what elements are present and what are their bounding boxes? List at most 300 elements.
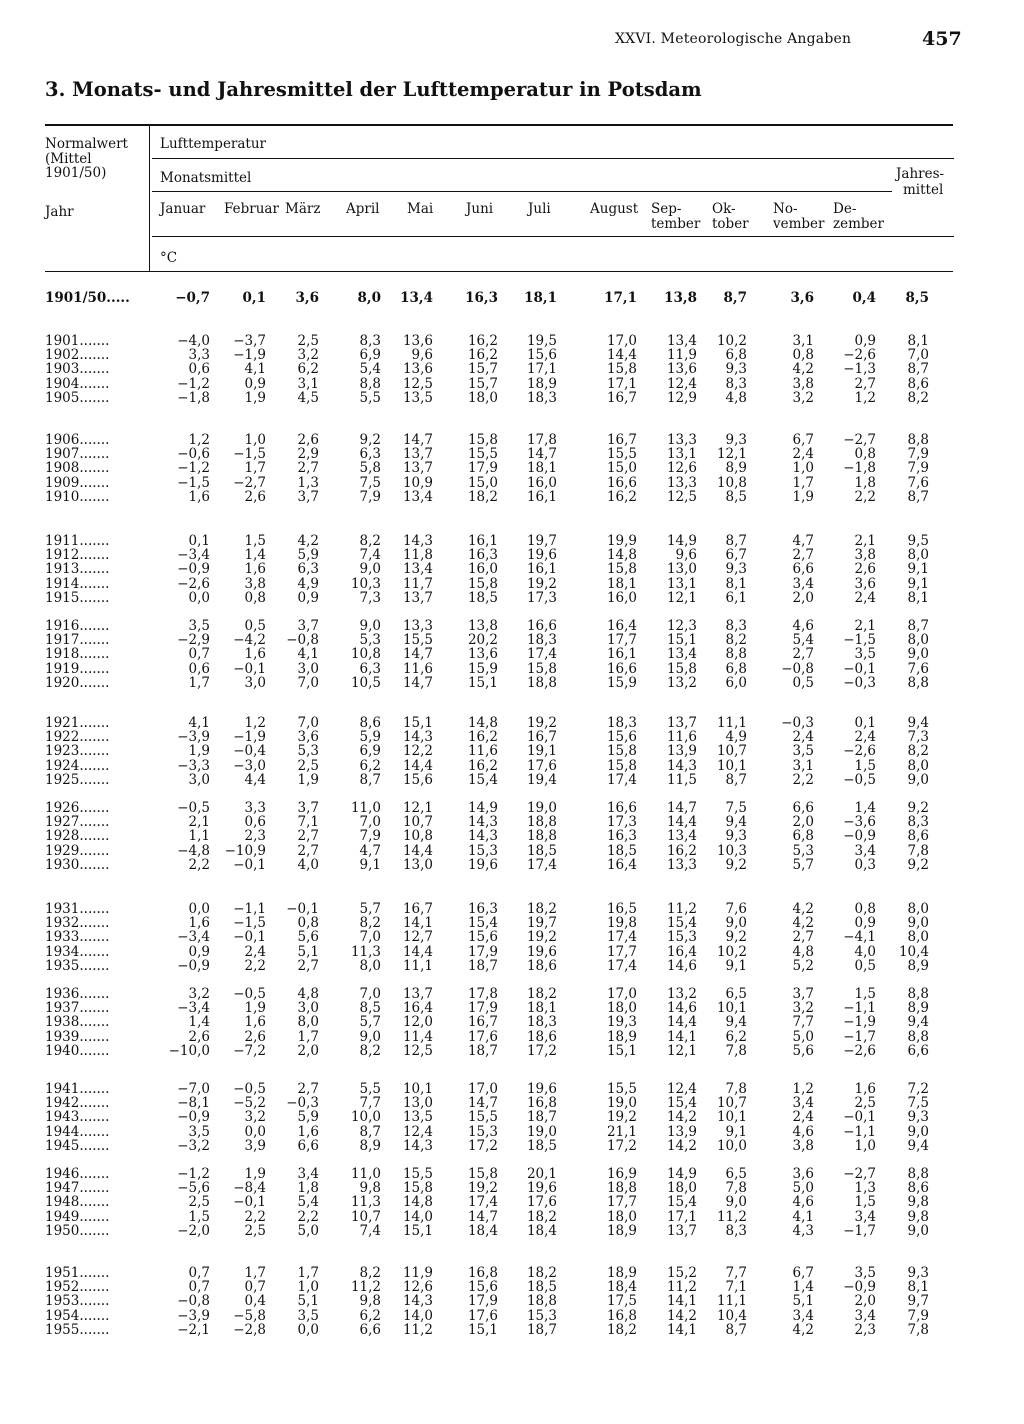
cell-annual-mean: 8,7 (907, 618, 929, 634)
cell-annual-mean: 9,4 (907, 1137, 929, 1154)
cell-monthly-mean: 17,7 (606, 943, 637, 960)
cell-monthly-mean: −0,7 (175, 290, 210, 306)
cell-monthly-mean: 15,8 (467, 432, 498, 448)
cell-monthly-mean: 18,8 (526, 674, 557, 691)
cell-monthly-mean: 3,5 (188, 1123, 210, 1140)
cell-monthly-mean: −3,7 (233, 333, 266, 349)
cell-monthly-mean: 5,5 (359, 389, 381, 406)
cell-monthly-mean: 13,4 (400, 290, 433, 306)
cell-monthly-mean: 3,2 (792, 389, 814, 406)
cell-monthly-mean: 17,9 (467, 1000, 498, 1017)
unit-label: °C (160, 250, 178, 266)
cell-monthly-mean: 8,2 (725, 632, 747, 649)
cell-monthly-mean: 3,0 (244, 674, 266, 691)
cell-monthly-mean: 8,6 (359, 715, 381, 731)
cell-annual-mean: 7,2 (907, 1081, 929, 1097)
cell-monthly-mean: 13,4 (666, 828, 697, 845)
cell-monthly-mean: 1,8 (854, 474, 876, 491)
cell-monthly-mean: 9,0 (359, 1028, 381, 1045)
cell-monthly-mean: 9,3 (725, 828, 747, 845)
cell-monthly-mean: 0,8 (854, 446, 876, 463)
cell-monthly-mean: −0,3 (843, 674, 876, 691)
cell-monthly-mean: 10,8 (350, 646, 381, 663)
cell-monthly-mean: 3,7 (792, 986, 814, 1002)
cell-annual-mean: 8,1 (907, 1279, 929, 1296)
cell-monthly-mean: 4,8 (792, 943, 814, 960)
cell-monthly-mean: 12,1 (666, 1042, 697, 1059)
cell-monthly-mean: 12,4 (402, 1123, 433, 1140)
row-year-label: 1944....... (45, 1123, 110, 1140)
cell-monthly-mean: 19,4 (526, 771, 557, 788)
cell-monthly-mean: 15,3 (467, 1123, 498, 1140)
cell-monthly-mean: 14,0 (402, 1307, 433, 1324)
cell-monthly-mean: 14,3 (467, 828, 498, 845)
cell-monthly-mean: 10,8 (402, 828, 433, 845)
cell-monthly-mean: 18,5 (606, 842, 637, 859)
cell-monthly-mean: 15,4 (666, 1194, 697, 1211)
row-year-label: 1929....... (45, 842, 110, 859)
cell-monthly-mean: 16,3 (467, 901, 498, 917)
cell-monthly-mean: 4,2 (792, 915, 814, 932)
cell-monthly-mean: 9,2 (725, 856, 747, 873)
cell-monthly-mean: −0,3 (781, 715, 814, 731)
cell-monthly-mean: −0,6 (177, 446, 210, 463)
row-year-label: 1950....... (45, 1222, 110, 1239)
month-header-line1: März (285, 201, 321, 217)
cell-monthly-mean: 5,5 (359, 1081, 381, 1097)
cell-monthly-mean: 13,8 (467, 618, 498, 634)
cell-monthly-mean: 14,4 (402, 842, 433, 859)
cell-monthly-mean: 1,0 (244, 432, 266, 448)
cell-monthly-mean: 3,2 (297, 347, 319, 364)
cell-monthly-mean: 2,4 (244, 943, 266, 960)
unit-rule (45, 271, 953, 272)
stub-header-mittel: (Mittel (45, 151, 92, 167)
cell-annual-mean: 7,8 (907, 842, 929, 859)
cell-monthly-mean: 7,0 (359, 929, 381, 946)
row-year-label: 1930....... (45, 856, 110, 873)
cell-monthly-mean: 14,1 (666, 1321, 697, 1338)
cell-annual-mean: 7,0 (907, 347, 929, 364)
cell-monthly-mean: 2,5 (244, 1222, 266, 1239)
cell-monthly-mean: 10,1 (716, 1000, 747, 1017)
stub-header-normalwert: Normalwert (45, 136, 128, 152)
cell-annual-mean: 6,6 (907, 1042, 929, 1059)
cell-monthly-mean: −1,7 (843, 1222, 876, 1239)
cell-monthly-mean: 4,8 (725, 389, 747, 406)
row-year-label: 1913....... (45, 561, 110, 578)
cell-monthly-mean: 16,7 (526, 729, 557, 746)
cell-monthly-mean: 17,0 (606, 333, 637, 349)
cell-monthly-mean: 3,8 (792, 375, 814, 392)
cell-monthly-mean: 14,4 (666, 814, 697, 831)
cell-monthly-mean: 0,8 (297, 915, 319, 932)
cell-monthly-mean: 5,1 (297, 1293, 319, 1310)
cell-monthly-mean: 15,7 (467, 375, 498, 392)
cell-monthly-mean: 5,9 (297, 1109, 319, 1126)
cell-annual-mean: 8,3 (907, 814, 929, 831)
cell-monthly-mean: 3,5 (854, 646, 876, 663)
cell-monthly-mean: 3,6 (295, 290, 319, 306)
month-header-line2: zember (833, 216, 884, 232)
cell-annual-mean: 8,8 (907, 432, 929, 448)
cell-monthly-mean: 11,1 (716, 1293, 747, 1310)
cell-monthly-mean: 0,0 (188, 901, 210, 917)
cell-monthly-mean: 3,7 (297, 618, 319, 634)
cell-monthly-mean: −0,5 (843, 771, 876, 788)
cell-monthly-mean: 13,7 (666, 715, 697, 731)
cell-monthly-mean: 17,6 (526, 757, 557, 774)
cell-monthly-mean: −1,1 (233, 901, 266, 917)
cell-monthly-mean: 12,5 (402, 375, 433, 392)
month-header (466, 202, 493, 217)
row-year-label: 1919....... (45, 660, 110, 677)
cell-monthly-mean: 17,3 (526, 589, 557, 606)
cell-monthly-mean: 8,7 (723, 290, 747, 306)
row-year-label: 1907....... (45, 446, 110, 463)
cell-monthly-mean: 12,6 (666, 460, 697, 477)
cell-monthly-mean: 5,9 (297, 547, 319, 564)
cell-monthly-mean: 1,6 (297, 1123, 319, 1140)
cell-monthly-mean: 4,0 (297, 856, 319, 873)
cell-monthly-mean: 9,2 (725, 929, 747, 946)
cell-monthly-mean: 10,7 (716, 743, 747, 760)
cell-monthly-mean: 15,1 (666, 632, 697, 649)
cell-monthly-mean: 15,9 (606, 674, 637, 691)
cell-monthly-mean: 17,7 (606, 632, 637, 649)
cell-annual-mean: 8,9 (907, 1000, 929, 1017)
cell-monthly-mean: 15,4 (666, 915, 697, 932)
cell-monthly-mean: 8,3 (359, 333, 381, 349)
cell-monthly-mean: 16,7 (606, 389, 637, 406)
cell-monthly-mean: 0,6 (188, 361, 210, 378)
cell-monthly-mean: 14,2 (666, 1109, 697, 1126)
cell-monthly-mean: 1,5 (854, 986, 876, 1002)
cell-monthly-mean: 11,6 (402, 660, 433, 677)
cell-monthly-mean: 18,4 (467, 1222, 498, 1239)
cell-monthly-mean: 11,7 (402, 575, 433, 592)
cell-monthly-mean: 13,4 (666, 646, 697, 663)
cell-monthly-mean: −4,8 (177, 842, 210, 859)
cell-monthly-mean: −0,1 (233, 856, 266, 873)
cell-annual-mean: 8,0 (907, 929, 929, 946)
cell-monthly-mean: 16,7 (606, 432, 637, 448)
cell-monthly-mean: 5,0 (792, 1180, 814, 1197)
cell-monthly-mean: 8,8 (725, 646, 747, 663)
cell-monthly-mean: 19,6 (526, 1081, 557, 1097)
cell-monthly-mean: −0,8 (781, 660, 814, 677)
cell-monthly-mean: 17,4 (606, 771, 637, 788)
cell-monthly-mean: 9,3 (725, 432, 747, 448)
cell-monthly-mean: 1,2 (792, 1081, 814, 1097)
cell-monthly-mean: 10,0 (716, 1137, 747, 1154)
cell-monthly-mean: −1,9 (233, 729, 266, 746)
cell-monthly-mean: 14,4 (402, 943, 433, 960)
cell-monthly-mean: 0,7 (188, 1279, 210, 1296)
cell-monthly-mean: 2,6 (244, 488, 266, 505)
cell-monthly-mean: 3,5 (188, 618, 210, 634)
cell-monthly-mean: 13,9 (666, 743, 697, 760)
cell-monthly-mean: 9,6 (411, 347, 433, 364)
month-header (346, 202, 379, 217)
row-year-label: 1943....... (45, 1109, 110, 1126)
cell-monthly-mean: 13,5 (402, 389, 433, 406)
cell-monthly-mean: 14,7 (666, 800, 697, 816)
cell-annual-mean: 8,0 (907, 547, 929, 564)
cell-monthly-mean: 16,3 (465, 290, 498, 306)
row-year-label: 1936....... (45, 986, 110, 1002)
cell-monthly-mean: 14,6 (666, 1000, 697, 1017)
cell-monthly-mean: 14,9 (666, 533, 697, 549)
cell-monthly-mean: 2,9 (297, 446, 319, 463)
cell-monthly-mean: 3,7 (297, 488, 319, 505)
cell-monthly-mean: 0,7 (244, 1279, 266, 1296)
cell-monthly-mean: 11,6 (666, 729, 697, 746)
cell-annual-mean: 9,7 (907, 1293, 929, 1310)
cell-monthly-mean: 17,9 (467, 943, 498, 960)
cell-monthly-mean: 15,3 (666, 929, 697, 946)
cell-monthly-mean: 14,3 (666, 757, 697, 774)
cell-monthly-mean: 9,4 (725, 814, 747, 831)
cell-monthly-mean: 18,2 (467, 488, 498, 505)
cell-monthly-mean: 1,4 (244, 547, 266, 564)
cell-monthly-mean: 4,6 (792, 618, 814, 634)
row-year-label: 1921....... (45, 715, 110, 731)
cell-monthly-mean: −1,1 (843, 1123, 876, 1140)
cell-monthly-mean: 16,2 (467, 347, 498, 364)
cell-monthly-mean: 13,9 (666, 1123, 697, 1140)
cell-monthly-mean: 15,9 (467, 660, 498, 677)
cell-monthly-mean: 16,2 (467, 729, 498, 746)
cell-monthly-mean: 1,3 (297, 474, 319, 491)
month-header (773, 202, 825, 232)
cell-monthly-mean: 19,2 (526, 929, 557, 946)
cell-monthly-mean: 1,7 (188, 674, 210, 691)
cell-monthly-mean: −10,0 (168, 1042, 210, 1059)
cell-annual-mean: 9,4 (907, 715, 929, 731)
cell-monthly-mean: 12,1 (716, 446, 747, 463)
cell-monthly-mean: 8,2 (359, 915, 381, 932)
month-header-line1: April (346, 201, 380, 217)
cell-monthly-mean: −0,9 (843, 1279, 876, 1296)
cell-monthly-mean: 1,5 (854, 1194, 876, 1211)
row-year-label: 1938....... (45, 1014, 110, 1031)
cell-monthly-mean: −0,4 (233, 743, 266, 760)
cell-monthly-mean: 17,4 (467, 1194, 498, 1211)
cell-monthly-mean: 2,6 (244, 1028, 266, 1045)
cell-monthly-mean: 13,7 (402, 986, 433, 1002)
month-header (590, 202, 638, 217)
cell-monthly-mean: −2,9 (177, 632, 210, 649)
cell-monthly-mean: 14,8 (467, 715, 498, 731)
cell-monthly-mean: −1,5 (177, 474, 210, 491)
cell-annual-mean: 8,6 (907, 828, 929, 845)
cell-annual-mean: 8,0 (907, 632, 929, 649)
row-year-label: 1939....... (45, 1028, 110, 1045)
cell-monthly-mean: 6,2 (725, 1028, 747, 1045)
cell-monthly-mean: 5,7 (359, 1014, 381, 1031)
cell-monthly-mean: −8,4 (233, 1180, 266, 1197)
month-header-line1: Januar (160, 201, 206, 217)
cell-monthly-mean: 18,9 (606, 1222, 637, 1239)
cell-monthly-mean: 6,5 (725, 1166, 747, 1182)
row-year-label: 1941....... (45, 1081, 110, 1097)
month-header-line1: Februar (224, 201, 279, 217)
cell-monthly-mean: 18,9 (606, 1028, 637, 1045)
cell-monthly-mean: 9,4 (725, 1014, 747, 1031)
month-header (833, 202, 884, 232)
cell-monthly-mean: 2,2 (297, 1208, 319, 1225)
row-year-label: 1952....... (45, 1279, 110, 1296)
annual-header-line2: mittel (903, 182, 944, 198)
cell-annual-mean: 8,7 (907, 361, 929, 378)
cell-monthly-mean: −1,5 (843, 632, 876, 649)
cell-monthly-mean: 8,9 (359, 1137, 381, 1154)
cell-monthly-mean: 7,7 (725, 1265, 747, 1281)
cell-monthly-mean: 15,6 (467, 929, 498, 946)
cell-monthly-mean: −2,7 (843, 1166, 876, 1182)
cell-monthly-mean: 1,7 (792, 474, 814, 491)
cell-monthly-mean: 3,5 (297, 1307, 319, 1324)
cell-monthly-mean: −2,6 (843, 1042, 876, 1059)
cell-monthly-mean: 11,0 (350, 1166, 381, 1182)
cell-monthly-mean: 2,7 (792, 547, 814, 564)
row-year-label: 1928....... (45, 828, 110, 845)
cell-monthly-mean: 1,6 (244, 1014, 266, 1031)
cell-monthly-mean: 13,7 (666, 1222, 697, 1239)
cell-monthly-mean: 3,3 (244, 800, 266, 816)
cell-monthly-mean: 4,9 (297, 575, 319, 592)
cell-monthly-mean: 12,9 (666, 389, 697, 406)
cell-monthly-mean: 10,1 (402, 1081, 433, 1097)
cell-monthly-mean: 1,6 (854, 1081, 876, 1097)
cell-annual-mean: 8,0 (907, 757, 929, 774)
cell-monthly-mean: 14,7 (402, 674, 433, 691)
cell-monthly-mean: 7,5 (359, 474, 381, 491)
cell-monthly-mean: 17,3 (606, 814, 637, 831)
row-year-label: 1937....... (45, 1000, 110, 1017)
cell-monthly-mean: 0,9 (244, 375, 266, 392)
cell-monthly-mean: 18,2 (526, 1265, 557, 1281)
row-year-label: 1935....... (45, 957, 110, 974)
cell-monthly-mean: 10,9 (402, 474, 433, 491)
cell-monthly-mean: −1,2 (177, 460, 210, 477)
cell-monthly-mean: 7,4 (359, 1222, 381, 1239)
cell-monthly-mean: 18,0 (606, 1208, 637, 1225)
cell-monthly-mean: 14,7 (467, 1095, 498, 1112)
cell-monthly-mean: 15,8 (402, 1180, 433, 1197)
cell-monthly-mean: 12,1 (666, 589, 697, 606)
cell-monthly-mean: 15,4 (467, 771, 498, 788)
cell-monthly-mean: 2,5 (297, 333, 319, 349)
cell-monthly-mean: 18,6 (526, 1028, 557, 1045)
cell-monthly-mean: 17,8 (526, 432, 557, 448)
cell-monthly-mean: 9,1 (725, 1123, 747, 1140)
cell-monthly-mean: 10,7 (350, 1208, 381, 1225)
cell-monthly-mean: 3,8 (792, 1137, 814, 1154)
cell-monthly-mean: 17,1 (606, 375, 637, 392)
cell-monthly-mean: −8,1 (177, 1095, 210, 1112)
cell-monthly-mean: 6,1 (725, 589, 747, 606)
cell-monthly-mean: 2,7 (297, 957, 319, 974)
cell-monthly-mean: 18,8 (526, 828, 557, 845)
row-year-label: 1953....... (45, 1293, 110, 1310)
cell-monthly-mean: 15,4 (666, 1095, 697, 1112)
cell-monthly-mean: −3,4 (177, 1000, 210, 1017)
cell-monthly-mean: 9,0 (725, 915, 747, 932)
cell-monthly-mean: 10,7 (716, 1095, 747, 1112)
cell-monthly-mean: 17,4 (606, 929, 637, 946)
cell-monthly-mean: 18,3 (526, 632, 557, 649)
cell-monthly-mean: 5,6 (792, 1042, 814, 1059)
cell-monthly-mean: 9,0 (359, 618, 381, 634)
cell-monthly-mean: 9,3 (725, 361, 747, 378)
cell-monthly-mean: 4,2 (792, 1321, 814, 1338)
cell-monthly-mean: 8,5 (725, 488, 747, 505)
cell-monthly-mean: 12,6 (402, 1279, 433, 1296)
cell-annual-mean: 8,8 (907, 674, 929, 691)
cell-monthly-mean: 12,4 (666, 1081, 697, 1097)
monatsmittel-rule (152, 191, 892, 192)
cell-monthly-mean: −0,9 (177, 561, 210, 578)
cell-monthly-mean: 2,1 (188, 814, 210, 831)
cell-monthly-mean: 3,6 (792, 1166, 814, 1182)
cell-monthly-mean: 2,5 (188, 1194, 210, 1211)
cell-monthly-mean: 18,9 (606, 1265, 637, 1281)
cell-monthly-mean: 3,1 (792, 333, 814, 349)
cell-monthly-mean: 6,6 (297, 1137, 319, 1154)
table-title: 3. Monats- und Jahresmittel der Lufttemperatur in Potsdam (45, 78, 702, 101)
month-header-line1: Mai (407, 201, 434, 217)
cell-monthly-mean: 13,7 (402, 446, 433, 463)
cell-monthly-mean: 18,5 (467, 589, 498, 606)
cell-monthly-mean: 16,2 (467, 333, 498, 349)
cell-annual-mean: 7,6 (907, 660, 929, 677)
cell-monthly-mean: 11,9 (666, 347, 697, 364)
cell-monthly-mean: 14,7 (402, 432, 433, 448)
cell-monthly-mean: 0,6 (188, 660, 210, 677)
cell-monthly-mean: 17,6 (467, 1307, 498, 1324)
row-year-label: 1927....... (45, 814, 110, 831)
cell-annual-mean: 9,1 (907, 561, 929, 578)
cell-monthly-mean: 14,9 (666, 1166, 697, 1182)
row-year-label: 1942....... (45, 1095, 110, 1112)
cell-monthly-mean: 14,7 (526, 446, 557, 463)
cell-monthly-mean: 16,1 (526, 488, 557, 505)
cell-annual-mean: 8,7 (907, 488, 929, 505)
cell-monthly-mean: 16,7 (402, 901, 433, 917)
cell-monthly-mean: 2,6 (188, 1028, 210, 1045)
cell-monthly-mean: 16,1 (467, 533, 498, 549)
cell-annual-mean: 8,8 (907, 1166, 929, 1182)
cell-monthly-mean: 11,2 (716, 1208, 747, 1225)
cell-monthly-mean: 16,0 (606, 589, 637, 606)
cell-monthly-mean: 16,6 (606, 474, 637, 491)
cell-monthly-mean: 7,5 (725, 800, 747, 816)
cell-monthly-mean: 6,3 (359, 446, 381, 463)
cell-monthly-mean: 19,0 (606, 1095, 637, 1112)
cell-monthly-mean: 6,8 (725, 347, 747, 364)
cell-monthly-mean: 19,5 (526, 333, 557, 349)
cell-monthly-mean: 1,3 (854, 1180, 876, 1197)
table-top-rule (45, 124, 953, 126)
cell-monthly-mean: 19,7 (526, 915, 557, 932)
cell-monthly-mean: 16,2 (606, 488, 637, 505)
cell-monthly-mean: 14,0 (402, 1208, 433, 1225)
cell-monthly-mean: 11,6 (467, 743, 498, 760)
cell-monthly-mean: 1,9 (244, 1000, 266, 1017)
cell-monthly-mean: 6,7 (792, 432, 814, 448)
